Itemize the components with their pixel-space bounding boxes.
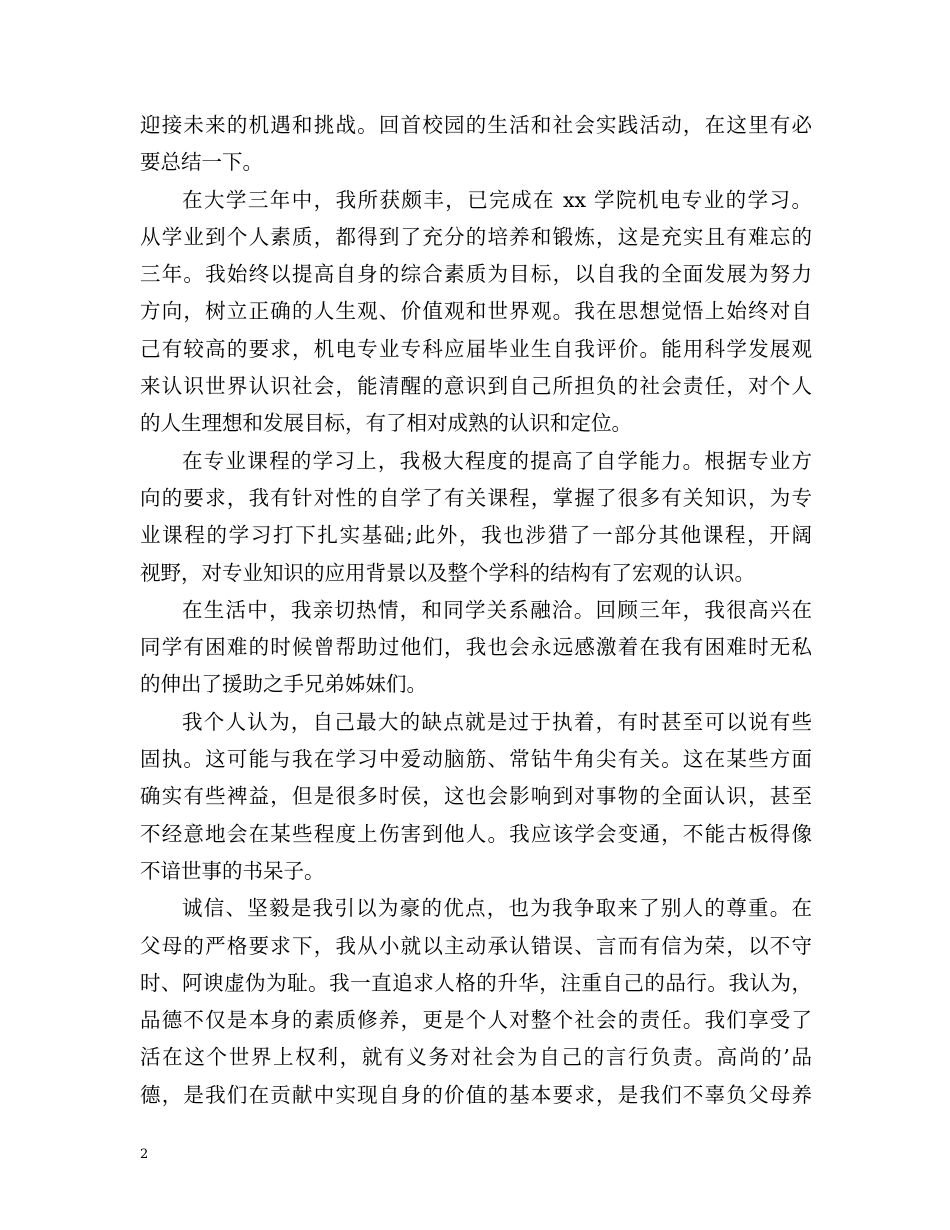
paragraph [140,107,812,182]
text-line: 德，是我们在贡献中实现自身的价值的基本要求，是我们不辜负父母养 [140,1082,812,1107]
body-text [140,107,812,1114]
text-line: 从学业到个人素质，都得到了充分的培养和锻炼，这是充实且有难忘的 [140,224,812,249]
text-line: 在专业课程的学习上，我极大程度的提高了自学能力。根据专业方 [182,448,812,473]
text-line: 同学有困难的时候曾帮助过他们，我也会永远感激着在我有困难时无私 [140,635,812,660]
text-line: 时、阿谀虚伪为耻。我一直追求人格的升华，注重自己的品行。我认为， [140,970,812,995]
paragraph [140,704,812,890]
text-line: 父母的严格要求下，我从小就以主动承认错误、言而有信为荣，以不守 [140,933,812,958]
text-line: 诚信、坚毅是我引以为豪的优点，也为我争取来了别人的尊重。在 [182,896,812,921]
text-line: 我个人认为，自己最大的缺点就是过于执着，有时甚至可以说有些 [182,709,812,734]
text-line: 方向，树立正确的人生观、价值观和世界观。我在思想觉悟上始终对自 [140,299,812,324]
text-line: 迎接未来的机遇和挑战。回首校园的生活和社会实践活动，在这里有必 [140,113,812,137]
text-line: 向的要求，我有针对性的自学了有关课程，掌握了很多有关知识，为专 [140,485,812,510]
text-line: 确实有些裨益，但是很多时侯，这也会影响到对事物的全面认识，甚至 [140,784,812,809]
text-line: 业课程的学习打下扎实基础;此外，我也涉猎了一部分其他课程，开阔 [140,523,812,548]
text-line: 来认识世界认识社会，能清醒的意识到自己所担负的社会责任，对个人 [140,374,812,399]
text-line: 要总结一下。 [140,150,263,175]
text-line: 固执。这可能与我在学习中爱动脑筋、常钻牛角尖有关。这在某些方面 [140,747,812,772]
text-line: 在大学三年中，我所获颇丰，已完成在 xx 学院机电专业的学习。 [182,187,812,212]
text-line: 活在这个世界上权利，就有义务对社会为自己的言行负责。高尚的’品 [140,1045,812,1070]
text-line: 在生活中，我亲切热情，和同学关系融洽。回顾三年，我很高兴在 [182,597,812,622]
paragraph [140,182,812,443]
text-line: 视野，对专业知识的应用背景以及整个学科的结构有了宏观的认识。 [140,560,755,585]
text-line: 品德不仅是本身的素质修养，更是个人对整个社会的责任。我们享受了 [140,1008,812,1033]
text-line: 不谙世事的书呆子。 [140,858,325,883]
paragraph [140,443,812,592]
paragraph [140,592,812,704]
text-line: 不经意地会在某些程度上伤害到他人。我应该学会变通，不能古板得像 [140,821,812,846]
text-line: 己有较高的要求，机电专业专科应届毕业生自我评价。能用科学发展观 [140,336,812,361]
text-line: 三年。我始终以提高自身的综合素质为目标，以自我的全面发展为努力 [140,262,812,287]
paragraph [140,890,812,1114]
page-number: 2 [140,1147,149,1162]
text-line: 的伸出了援助之手兄弟姊妹们。 [140,672,427,697]
text-line: 的人生理想和发展目标，有了相对成熟的认识和定位。 [140,411,632,436]
